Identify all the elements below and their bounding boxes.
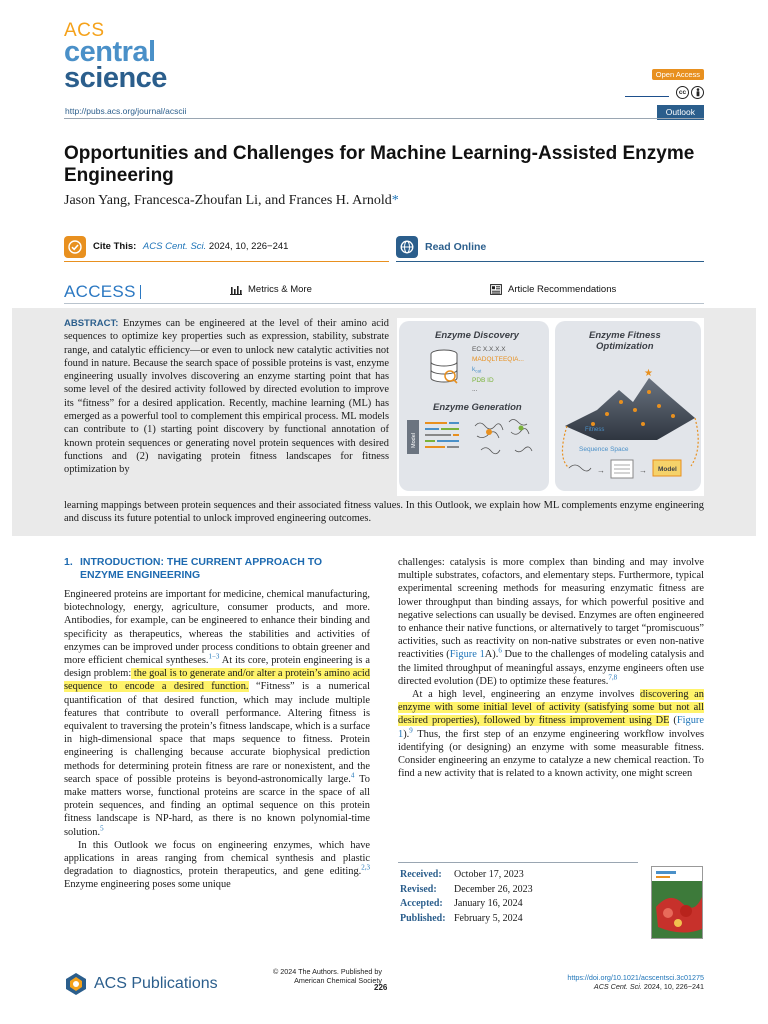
article-type-tag: Outlook (657, 105, 704, 120)
cite-text (93, 241, 288, 252)
paragraph: Engineered proteins are important for medicine, chemical manufacturing, biotechnology, energy, agriculture, consumer products, and more. Antibodies, for example, can be engineered to enhance their binding and specificity as therapeutics, whereas the stabilities and activities of enzymes can be improved under process conditions to obtain greener and more efficient chemical syntheses.$^{1-3}$ At its core, protein engineering is a design problem: the goal is to generate and/or alter a protein’s amino acid sequence to encode a desired function. “Fitness” is a numerical quantification of that desired function, which may include multiple features that contribute to overall performance. Altering fitness is equivalent to traversing the protein’s fitness landscape, which is a surface in high-dimensional space that maps sequence to fitness. Protein engineering is challenging because accurate biophysical prediction methods for determining protein fitness are rare or nonexistent, and the search space of possible proteins is beyond-astronomically large.$^4$ To make matters worse, functional proteins are scarce in the space of all protein sequences, and finding an optimal sequence on this protein fitness landscape is NP-hard, as there is no known polynomial-time solution.$^5$ (64, 589, 371, 838)
metrics-more-link[interactable] (230, 284, 312, 295)
copyright-notice: © 2024 The Authors. Published by American Chemical Society (272, 967, 382, 985)
access-label: ACCESS (64, 281, 136, 301)
highlighted-text: the goal is to generate and/or alter a protein’s amino acid sequence to encode a desired function. (64, 668, 371, 693)
citation-ref[interactable]: 5 (100, 824, 104, 833)
acs-publications-label: ACS Publications (94, 975, 218, 992)
doi-link[interactable]: https://doi.org/10.1021/acscentsci.3c01275 (567, 973, 704, 982)
fitness-title-line2: Optimization (596, 341, 654, 352)
figure-link[interactable]: Figure 1 (398, 715, 704, 740)
header-divider (64, 118, 704, 119)
section-heading (64, 556, 370, 582)
article-title: Opportunities and Challenges for Machine Learning-Assisted Enzyme Engineering (64, 143, 695, 186)
acs-publications-logo[interactable] (64, 972, 218, 996)
kcat-label: $k_{cat}$ (472, 366, 482, 374)
bar-chart-icon (230, 285, 242, 295)
open-access-underline (625, 96, 669, 97)
section-title-line1: INTRODUCTION: THE CURRENT APPROACH TO (80, 556, 323, 568)
body-column-left (64, 556, 370, 892)
footer-citation: ACS Cent. Sci. 2024, 10, 226−241 (593, 982, 704, 991)
cite-this-box[interactable] (64, 232, 389, 262)
database-icon (431, 350, 457, 383)
toc-graphic[interactable] (397, 318, 704, 496)
body-column-right (398, 556, 704, 780)
citation-ref[interactable]: 7,8 (608, 673, 618, 682)
paragraph: challenges: catalysis is more complex than binding and may involve multiple substrates, cofactors, and elementary steps. Furthermore, typical experimental screening methods for measuring enzymatic fitness are lower throughput than binding assays, for which powerful positive and negative selections can usually be devised. Enzymes are often engineered to enhance their native functions, or alternatively to target “promiscuous” activities, such as reactivity on non-native substrates or even non-native reactivities (Figure 1A).$^6$ Due to the challenges of modeling catalysis and the limited throughput of meaningful assays, enzyme engineers often use directed evolution (DE) to optimize these features.$^{7,8}$ (398, 557, 705, 687)
access-row (64, 280, 704, 304)
by-icon (691, 86, 704, 99)
svg-text:→: → (639, 466, 647, 475)
optimization-model-label: Model (658, 466, 677, 473)
article-recommendations-label: Article Recommendations (508, 284, 617, 295)
open-access-badge: Open Access (652, 69, 704, 80)
abstract-keyword: ABSTRACT: (64, 318, 119, 329)
section-number: 1. (64, 556, 73, 568)
logo-central: central (64, 36, 156, 69)
read-online-link[interactable]: Read Online (425, 240, 487, 253)
citation-ref[interactable]: 6 (498, 646, 502, 655)
revised-row: Revised: December 26, 2023 (400, 883, 533, 895)
page-number: 226 (374, 983, 388, 992)
ec-number: EC X.X.X.X (472, 346, 506, 353)
cite-label: Cite This: (93, 241, 137, 252)
abstract-text-continued: learning mappings between protein sequences and their associated fitness values. In this Outlook, we explain how ML complements enzyme engineering and discuss its future potential to unlock improved engineering outcomes. (64, 500, 704, 525)
discovery-title: Enzyme Discovery (435, 330, 519, 341)
cite-journal[interactable]: ACS Cent. Sci. (142, 241, 207, 252)
access-bar (140, 285, 142, 299)
abstract-body: Enzymes can be engineered at the level of their amino acid sequences to optimize key properties such as expression, stability, substrate range, and catalytic efficiency—or even to unlock new catalytic activities not found in nature. Because the search space of possible proteins is vast, enzyme engineering usually involves discovering an enzyme starting point that has some level of the desired activity followed by directed evolution to improve its “fitness” for a desired application. Recently, machine learning (ML) has emerged as a powerful tool to complement this empirical process. ML models can contribute to (1) starting point discovery by functional annotation of known protein sequences or generating novel protein sequences with desired functions and (2) navigating protein fitness landscapes for fitness optimization by (64, 318, 389, 476)
accepted-row: Accepted: January 16, 2024 (400, 898, 523, 909)
check-icon (64, 236, 86, 258)
figure-link[interactable]: Figure 1 (449, 649, 485, 661)
article-list-icon (490, 284, 502, 295)
fitness-title-line1: Enzyme Fitness (589, 330, 661, 341)
authors-text: Jason Yang, Francesca-Zhoufan Li, and Frances H. Arnold (64, 193, 392, 208)
sequence-space-label: Sequence Space (579, 446, 629, 453)
author-list (64, 193, 399, 209)
journal-url[interactable]: http://pubs.acs.org/journal/acscii (65, 106, 187, 116)
journal-cover-thumbnail[interactable] (651, 866, 703, 939)
generation-title: Enzyme Generation (433, 402, 522, 413)
citation-ref[interactable]: 4 (350, 771, 355, 780)
globe-icon (396, 236, 418, 258)
abstract-text (64, 317, 389, 477)
cite-details: 2024, 10, 226−241 (208, 241, 289, 252)
cc-icon: cc (676, 86, 689, 99)
logo-science: science (64, 62, 167, 95)
logo-acs: ACS (64, 20, 105, 41)
doi-block (567, 973, 704, 991)
sequence-label: MADQLTEEQIA... (472, 356, 524, 363)
license-icons[interactable] (676, 86, 704, 99)
generation-model-label: Model (411, 433, 417, 448)
citation-ref[interactable]: 1−3 (208, 652, 220, 661)
paragraph: In this Outlook we focus on engineering enzymes, which have applications in areas ranging from chemical synthesis and plastic degradation to diagnostics, protein therapeutics, and gene editing.$^{2,3}$ Enzyme engineering poses some unique (64, 839, 370, 891)
star-icon: ★ (644, 368, 653, 379)
more-dots: ... (472, 386, 478, 393)
acs-hexagon-icon (64, 972, 88, 996)
metrics-more-label: Metrics & More (248, 284, 312, 295)
read-online-box[interactable] (396, 232, 704, 262)
citation-ref[interactable]: 2,3 (361, 863, 370, 872)
article-recommendations-link[interactable] (490, 284, 616, 295)
svg-text:→: → (597, 466, 605, 475)
publication-dates (400, 868, 533, 926)
published-row: Published: February 5, 2024 (400, 912, 523, 924)
section-title-line2: ENZYME ENGINEERING (80, 569, 201, 581)
corresponding-author-mark[interactable]: * (391, 193, 399, 208)
citation-ref[interactable]: 9 (409, 726, 413, 735)
paragraph: At a high level, engineering an enzyme involves discovering an enzyme with some initial level of activity (satisfying some but not all desired properties), followed by fitness improvement using DE (Figure 1).$^9$ Thus, the first step of an enzyme engineering workflow involves identifying (or designing) an enzyme with some measurable fitness. Consider engineering an enzyme to catalyze a new chemical reaction. To find a new activity that is related to a known activity, one might screen (398, 689, 704, 780)
highlighted-text: discovering an enzyme with some initial level of activity (satisfying some but not all desired properties), followed by fitness improvement using DE (398, 689, 704, 727)
received-row: Received: October 17, 2023 (400, 869, 524, 880)
fitness-axis-label: Fitness (585, 427, 605, 433)
pdb-label: PDB ID (472, 377, 494, 384)
journal-logo[interactable] (64, 20, 204, 95)
dates-divider (398, 862, 638, 863)
